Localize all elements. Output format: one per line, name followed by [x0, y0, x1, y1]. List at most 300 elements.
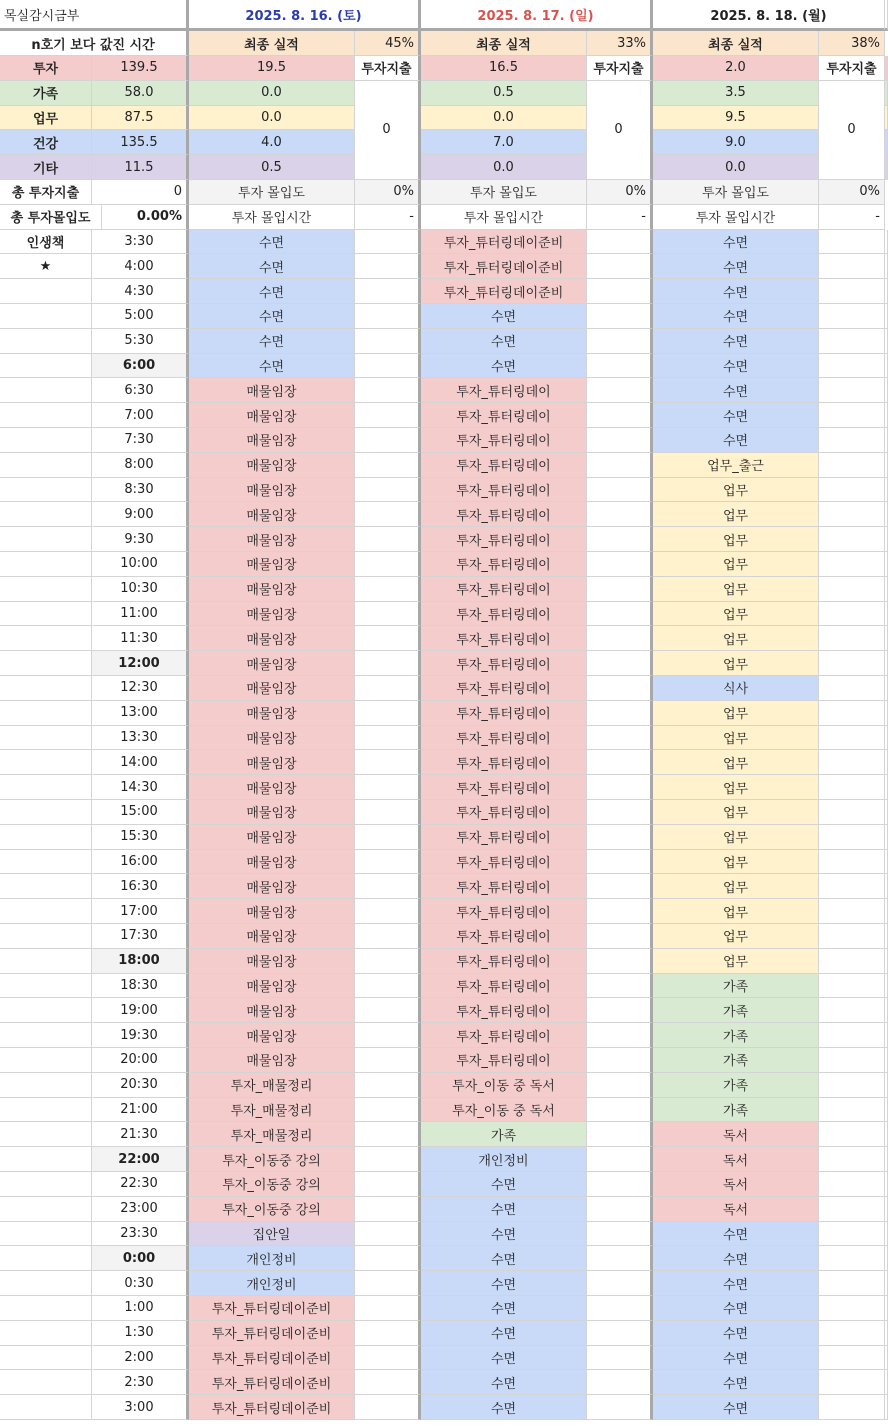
time-slot-activity[interactable]: 매물임장 — [189, 775, 355, 800]
time-slot-note[interactable] — [355, 974, 421, 999]
time-slot-activity[interactable]: 수면 — [653, 1222, 819, 1247]
category-day-value[interactable]: 3.5 — [653, 81, 819, 106]
time-slot-activity[interactable]: 투자_이동중 강의 — [189, 1172, 355, 1197]
time-slot-note[interactable] — [355, 403, 421, 428]
time-slot-activity[interactable]: 매물임장 — [189, 626, 355, 651]
time-label[interactable]: 16:30 — [92, 874, 189, 899]
row-label[interactable] — [0, 825, 92, 850]
time-slot-note[interactable] — [819, 502, 885, 527]
time-slot-activity[interactable]: 수면 — [421, 1395, 587, 1420]
time-slot-activity[interactable]: 업무 — [653, 726, 819, 751]
time-slot-activity[interactable]: 가족 — [653, 1048, 819, 1073]
time-slot-note[interactable] — [587, 1122, 653, 1147]
time-label[interactable]: 13:30 — [92, 726, 189, 751]
time-slot-note[interactable] — [355, 502, 421, 527]
row-label[interactable] — [0, 850, 92, 875]
row-label[interactable] — [0, 552, 92, 577]
time-slot-note[interactable] — [355, 1370, 421, 1395]
time-slot-activity[interactable]: 수면 — [421, 1271, 587, 1296]
time-slot-activity[interactable]: 매물임장 — [189, 998, 355, 1023]
time-slot-activity[interactable]: 투자_튜터링데이준비 — [189, 1346, 355, 1371]
result-label[interactable]: 최종 실적 — [421, 31, 587, 56]
focus-label[interactable]: 투자 몰입도 — [421, 180, 587, 205]
time-slot-activity[interactable]: 투자_튜터링데이 — [421, 874, 587, 899]
time-slot-note[interactable] — [587, 1321, 653, 1346]
focus-time-label[interactable]: 투자 몰입시간 — [189, 205, 355, 230]
time-slot-activity[interactable]: 수면 — [421, 354, 587, 379]
time-slot-note[interactable] — [819, 230, 885, 255]
row-label[interactable] — [0, 1147, 92, 1172]
time-slot-activity[interactable]: 수면 — [653, 1395, 819, 1420]
time-slot-note[interactable] — [587, 230, 653, 255]
time-slot-activity[interactable]: 투자_이동 중 독서 — [421, 1073, 587, 1098]
time-slot-activity[interactable]: 투자_튜터링데이 — [421, 850, 587, 875]
time-slot-note[interactable] — [587, 527, 653, 552]
time-slot-note[interactable] — [819, 651, 885, 676]
time-slot-activity[interactable]: 수면 — [421, 1296, 587, 1321]
row-label[interactable] — [0, 1073, 92, 1098]
time-label[interactable]: 3:00 — [92, 1395, 189, 1420]
time-slot-note[interactable] — [355, 552, 421, 577]
category-day-value[interactable]: 2.0 — [653, 56, 819, 81]
time-slot-note[interactable] — [819, 403, 885, 428]
row-label[interactable] — [0, 899, 92, 924]
time-slot-activity[interactable]: 매물임장 — [189, 502, 355, 527]
row-label[interactable] — [0, 602, 92, 627]
time-slot-activity[interactable]: 수면 — [653, 354, 819, 379]
row-label[interactable] — [0, 626, 92, 651]
time-slot-note[interactable] — [819, 974, 885, 999]
time-label[interactable]: 5:30 — [92, 329, 189, 354]
time-slot-note[interactable] — [355, 1023, 421, 1048]
time-slot-activity[interactable]: 매물임장 — [189, 701, 355, 726]
time-slot-note[interactable] — [587, 1296, 653, 1321]
row-label[interactable] — [0, 304, 92, 329]
time-slot-note[interactable] — [355, 478, 421, 503]
time-label[interactable]: 19:30 — [92, 1023, 189, 1048]
time-slot-activity[interactable]: 투자_튜터링데이 — [421, 676, 587, 701]
row-label[interactable] — [0, 1246, 92, 1271]
time-slot-note[interactable] — [819, 478, 885, 503]
time-slot-activity[interactable]: 매물임장 — [189, 924, 355, 949]
time-slot-note[interactable] — [355, 1346, 421, 1371]
time-slot-activity[interactable]: 투자_튜터링데이 — [421, 478, 587, 503]
row-label[interactable] — [0, 1271, 92, 1296]
time-slot-note[interactable] — [587, 899, 653, 924]
category-total[interactable]: 11.5 — [92, 155, 189, 180]
time-slot-note[interactable] — [355, 230, 421, 255]
time-slot-note[interactable] — [587, 304, 653, 329]
time-slot-activity[interactable]: 투자_튜터링데이 — [421, 1023, 587, 1048]
time-slot-note[interactable] — [355, 1296, 421, 1321]
time-slot-activity[interactable]: 매물임장 — [189, 527, 355, 552]
row-label[interactable] — [0, 775, 92, 800]
time-slot-note[interactable] — [355, 1246, 421, 1271]
category-total[interactable]: 87.5 — [92, 106, 189, 131]
time-slot-activity[interactable]: 투자_이동 중 독서 — [421, 1098, 587, 1123]
time-slot-note[interactable] — [587, 1370, 653, 1395]
time-slot-note[interactable] — [587, 626, 653, 651]
time-slot-activity[interactable]: 업무 — [653, 577, 819, 602]
time-slot-activity[interactable]: 수면 — [653, 378, 819, 403]
time-label[interactable]: 18:30 — [92, 974, 189, 999]
time-slot-activity[interactable]: 매물임장 — [189, 1048, 355, 1073]
day-date-header[interactable]: 2025. 8. 17. (일) — [421, 0, 653, 31]
time-slot-activity[interactable]: 투자_매물정리 — [189, 1098, 355, 1123]
row-label[interactable] — [0, 924, 92, 949]
time-slot-note[interactable] — [587, 701, 653, 726]
time-slot-note[interactable] — [819, 874, 885, 899]
time-slot-note[interactable] — [819, 924, 885, 949]
time-label[interactable]: 8:30 — [92, 478, 189, 503]
time-slot-activity[interactable]: 매물임장 — [189, 378, 355, 403]
time-slot-note[interactable] — [587, 874, 653, 899]
time-slot-activity[interactable]: 업무 — [653, 552, 819, 577]
category-day-value[interactable]: 0.0 — [421, 155, 587, 180]
category-label[interactable]: 건강 — [0, 130, 92, 155]
row-label[interactable] — [0, 354, 92, 379]
time-slot-note[interactable] — [355, 1172, 421, 1197]
time-label[interactable]: 15:30 — [92, 825, 189, 850]
row-label[interactable] — [0, 651, 92, 676]
time-slot-note[interactable] — [355, 527, 421, 552]
time-slot-note[interactable] — [355, 378, 421, 403]
time-label[interactable]: 19:00 — [92, 998, 189, 1023]
time-slot-note[interactable] — [819, 726, 885, 751]
time-label[interactable]: 9:30 — [92, 527, 189, 552]
result-percent[interactable]: 33% — [587, 31, 653, 56]
time-slot-note[interactable] — [355, 428, 421, 453]
time-slot-note[interactable] — [355, 1197, 421, 1222]
time-slot-note[interactable] — [819, 850, 885, 875]
time-slot-note[interactable] — [819, 626, 885, 651]
time-slot-activity[interactable]: 업무 — [653, 850, 819, 875]
time-slot-note[interactable] — [355, 874, 421, 899]
time-slot-note[interactable] — [819, 1370, 885, 1395]
time-label[interactable]: 10:00 — [92, 552, 189, 577]
time-slot-activity[interactable]: 투자_이동중 강의 — [189, 1147, 355, 1172]
time-slot-activity[interactable]: 수면 — [421, 1197, 587, 1222]
time-slot-note[interactable] — [587, 676, 653, 701]
day-date-header[interactable]: 2025. 8. 16. (토) — [189, 0, 421, 31]
row-label[interactable] — [0, 577, 92, 602]
category-total[interactable]: 135.5 — [92, 130, 189, 155]
time-slot-note[interactable] — [355, 825, 421, 850]
time-slot-activity[interactable]: 업무 — [653, 750, 819, 775]
row-label[interactable] — [0, 1098, 92, 1123]
time-slot-activity[interactable]: 투자_튜터링데이 — [421, 726, 587, 751]
focus-label[interactable]: 투자 몰입도 — [653, 180, 819, 205]
time-slot-activity[interactable]: 매물임장 — [189, 899, 355, 924]
time-slot-activity[interactable]: 업무 — [653, 949, 819, 974]
result-label[interactable]: 최종 실적 — [653, 31, 819, 56]
time-slot-note[interactable] — [819, 676, 885, 701]
side-header[interactable]: n호기 보다 값진 시간 — [0, 31, 189, 56]
time-slot-note[interactable] — [819, 354, 885, 379]
time-slot-activity[interactable]: 업무 — [653, 899, 819, 924]
time-slot-activity[interactable]: 투자_튜터링데이 — [421, 825, 587, 850]
time-slot-activity[interactable]: 개인정비 — [421, 1147, 587, 1172]
category-label[interactable]: 가족 — [0, 81, 92, 106]
time-slot-note[interactable] — [819, 1048, 885, 1073]
time-slot-activity[interactable]: 수면 — [421, 1346, 587, 1371]
time-label[interactable]: 16:00 — [92, 850, 189, 875]
time-slot-note[interactable] — [819, 453, 885, 478]
category-day-value[interactable]: 0.0 — [653, 155, 819, 180]
time-slot-note[interactable] — [819, 1122, 885, 1147]
time-slot-activity[interactable]: 매물임장 — [189, 403, 355, 428]
time-slot-note[interactable] — [587, 1346, 653, 1371]
time-slot-activity[interactable]: 투자_튜터링데이 — [421, 651, 587, 676]
time-slot-note[interactable] — [819, 998, 885, 1023]
row-label[interactable] — [0, 527, 92, 552]
time-slot-note[interactable] — [819, 304, 885, 329]
time-slot-activity[interactable]: 투자_튜터링데이 — [421, 502, 587, 527]
time-slot-note[interactable] — [587, 378, 653, 403]
row-label[interactable] — [0, 1122, 92, 1147]
time-slot-note[interactable] — [355, 1395, 421, 1420]
time-slot-activity[interactable]: 매물임장 — [189, 750, 355, 775]
time-slot-activity[interactable]: 업무 — [653, 924, 819, 949]
time-slot-note[interactable] — [355, 775, 421, 800]
time-slot-note[interactable] — [819, 378, 885, 403]
time-slot-note[interactable] — [355, 800, 421, 825]
time-slot-note[interactable] — [819, 1222, 885, 1247]
time-slot-note[interactable] — [355, 1321, 421, 1346]
time-slot-activity[interactable]: 투자_튜터링데이 — [421, 626, 587, 651]
time-slot-note[interactable] — [355, 750, 421, 775]
category-day-value[interactable]: 9.5 — [653, 106, 819, 131]
category-day-value[interactable]: 0.0 — [189, 81, 355, 106]
time-label[interactable]: 23:00 — [92, 1197, 189, 1222]
time-slot-activity[interactable]: 업무 — [653, 874, 819, 899]
time-slot-activity[interactable]: 가족 — [421, 1122, 587, 1147]
time-slot-activity[interactable]: 수면 — [653, 1246, 819, 1271]
time-slot-activity[interactable]: 투자_튜터링데이 — [421, 527, 587, 552]
time-slot-note[interactable] — [819, 1271, 885, 1296]
time-slot-note[interactable] — [819, 1197, 885, 1222]
time-slot-activity[interactable]: 수면 — [189, 304, 355, 329]
time-slot-activity[interactable]: 가족 — [653, 1023, 819, 1048]
focus-time-value[interactable]: - — [355, 205, 421, 230]
time-slot-note[interactable] — [819, 775, 885, 800]
time-slot-activity[interactable]: 업무 — [653, 800, 819, 825]
result-percent[interactable]: 45% — [355, 31, 421, 56]
time-label[interactable]: 2:30 — [92, 1370, 189, 1395]
time-slot-activity[interactable]: 매물임장 — [189, 651, 355, 676]
total-spend-label[interactable]: 총 투자지출 — [0, 180, 92, 205]
time-slot-note[interactable] — [819, 577, 885, 602]
time-slot-activity[interactable]: 투자_튜터링데이 — [421, 428, 587, 453]
time-label[interactable]: 0:30 — [92, 1271, 189, 1296]
row-label[interactable] — [0, 1172, 92, 1197]
time-slot-note[interactable] — [587, 726, 653, 751]
time-slot-note[interactable] — [587, 974, 653, 999]
time-label[interactable]: 15:00 — [92, 800, 189, 825]
time-slot-note[interactable] — [587, 254, 653, 279]
time-slot-activity[interactable]: 투자_매물정리 — [189, 1073, 355, 1098]
time-slot-note[interactable] — [819, 1296, 885, 1321]
time-slot-activity[interactable]: 매물임장 — [189, 453, 355, 478]
time-slot-activity[interactable]: 수면 — [653, 1346, 819, 1371]
time-label[interactable]: 13:00 — [92, 701, 189, 726]
time-slot-activity[interactable]: 투자_튜터링데이 — [421, 602, 587, 627]
time-label[interactable]: 21:30 — [92, 1122, 189, 1147]
time-slot-activity[interactable]: 가족 — [653, 1098, 819, 1123]
time-slot-activity[interactable]: 매물임장 — [189, 825, 355, 850]
focus-value[interactable]: 0% — [587, 180, 653, 205]
time-slot-note[interactable] — [355, 1073, 421, 1098]
category-day-value[interactable]: 19.5 — [189, 56, 355, 81]
time-slot-note[interactable] — [587, 775, 653, 800]
time-slot-activity[interactable]: 수면 — [189, 279, 355, 304]
time-slot-activity[interactable]: 투자_튜터링데이 — [421, 403, 587, 428]
time-slot-activity[interactable]: 투자_튜터링데이 — [421, 552, 587, 577]
time-slot-activity[interactable]: 수면 — [421, 1222, 587, 1247]
time-label[interactable]: 3:30 — [92, 230, 189, 255]
time-slot-note[interactable] — [819, 825, 885, 850]
time-slot-activity[interactable]: 수면 — [653, 230, 819, 255]
time-slot-activity[interactable]: 독서 — [653, 1147, 819, 1172]
row-label[interactable] — [0, 1321, 92, 1346]
time-slot-note[interactable] — [819, 329, 885, 354]
time-slot-activity[interactable]: 투자_이동중 강의 — [189, 1197, 355, 1222]
time-slot-activity[interactable]: 투자_튜터링데이준비 — [421, 254, 587, 279]
category-day-value[interactable]: 0.0 — [421, 106, 587, 131]
time-label[interactable]: 20:00 — [92, 1048, 189, 1073]
time-slot-note[interactable] — [587, 1271, 653, 1296]
time-slot-activity[interactable]: 업무 — [653, 602, 819, 627]
time-slot-note[interactable] — [819, 949, 885, 974]
time-label[interactable]: 7:30 — [92, 428, 189, 453]
time-label[interactable]: 9:00 — [92, 502, 189, 527]
row-label[interactable] — [0, 874, 92, 899]
time-slot-activity[interactable]: 투자_튜터링데이 — [421, 775, 587, 800]
time-slot-note[interactable] — [587, 1172, 653, 1197]
time-slot-activity[interactable]: 수면 — [653, 279, 819, 304]
time-label[interactable]: 12:00 — [92, 651, 189, 676]
time-slot-activity[interactable]: 투자_튜터링데이 — [421, 378, 587, 403]
time-slot-activity[interactable]: 업무 — [653, 527, 819, 552]
time-slot-note[interactable] — [355, 626, 421, 651]
time-slot-activity[interactable]: 투자_튜터링데이 — [421, 577, 587, 602]
time-slot-activity[interactable]: 투자_튜터링데이준비 — [189, 1321, 355, 1346]
time-slot-note[interactable] — [587, 1147, 653, 1172]
life-walk-label[interactable]: 인생책 — [0, 230, 92, 255]
time-slot-activity[interactable]: 매물임장 — [189, 726, 355, 751]
time-slot-note[interactable] — [819, 1395, 885, 1420]
time-slot-note[interactable] — [587, 850, 653, 875]
time-slot-activity[interactable]: 식사 — [653, 676, 819, 701]
row-label[interactable] — [0, 1048, 92, 1073]
time-slot-note[interactable] — [355, 1222, 421, 1247]
time-label[interactable]: 17:00 — [92, 899, 189, 924]
time-slot-activity[interactable]: 업무 — [653, 775, 819, 800]
category-day-value[interactable]: 0.5 — [189, 155, 355, 180]
time-slot-activity[interactable]: 매물임장 — [189, 602, 355, 627]
time-slot-note[interactable] — [587, 354, 653, 379]
time-slot-note[interactable] — [587, 453, 653, 478]
row-label[interactable] — [0, 1346, 92, 1371]
day-date-header[interactable]: 2025. 8. 18. (월) — [653, 0, 885, 31]
time-slot-activity[interactable]: 수면 — [653, 1296, 819, 1321]
time-slot-note[interactable] — [355, 651, 421, 676]
time-slot-activity[interactable]: 투자_튜터링데이 — [421, 974, 587, 999]
row-label[interactable] — [0, 1296, 92, 1321]
row-label[interactable] — [0, 1023, 92, 1048]
time-slot-note[interactable] — [819, 750, 885, 775]
row-label[interactable] — [0, 428, 92, 453]
row-label[interactable] — [0, 701, 92, 726]
time-slot-activity[interactable]: 수면 — [653, 1321, 819, 1346]
time-slot-note[interactable] — [355, 701, 421, 726]
row-label[interactable] — [0, 478, 92, 503]
time-label[interactable]: 4:00 — [92, 254, 189, 279]
time-slot-note[interactable] — [355, 949, 421, 974]
category-day-value[interactable]: 4.0 — [189, 130, 355, 155]
row-label[interactable] — [0, 998, 92, 1023]
time-slot-activity[interactable]: 매물임장 — [189, 478, 355, 503]
time-label[interactable]: 1:30 — [92, 1321, 189, 1346]
category-label[interactable]: 업무 — [0, 106, 92, 131]
time-slot-note[interactable] — [355, 304, 421, 329]
row-label[interactable] — [0, 378, 92, 403]
time-slot-activity[interactable]: 업무 — [653, 502, 819, 527]
time-slot-note[interactable] — [587, 428, 653, 453]
focus-time-value[interactable]: - — [587, 205, 653, 230]
focus-value[interactable]: 0% — [355, 180, 421, 205]
time-slot-note[interactable] — [355, 850, 421, 875]
time-slot-note[interactable] — [587, 949, 653, 974]
time-slot-activity[interactable]: 투자_튜터링데이준비 — [189, 1296, 355, 1321]
time-slot-activity[interactable]: 매물임장 — [189, 974, 355, 999]
focus-time-label[interactable]: 투자 몰입시간 — [421, 205, 587, 230]
time-slot-note[interactable] — [819, 1073, 885, 1098]
time-slot-note[interactable] — [355, 1271, 421, 1296]
time-slot-note[interactable] — [819, 1321, 885, 1346]
time-label[interactable]: 6:00 — [92, 354, 189, 379]
time-slot-activity[interactable]: 독서 — [653, 1197, 819, 1222]
time-slot-activity[interactable]: 매물임장 — [189, 949, 355, 974]
time-slot-activity[interactable]: 수면 — [653, 1370, 819, 1395]
time-slot-activity[interactable]: 투자_튜터링데이준비 — [421, 230, 587, 255]
time-label[interactable]: 6:30 — [92, 378, 189, 403]
row-label[interactable] — [0, 949, 92, 974]
result-percent[interactable]: 38% — [819, 31, 885, 56]
time-slot-activity[interactable]: 투자_튜터링데이 — [421, 453, 587, 478]
time-slot-activity[interactable]: 업무_출근 — [653, 453, 819, 478]
time-slot-note[interactable] — [819, 1098, 885, 1123]
time-slot-activity[interactable]: 가족 — [653, 974, 819, 999]
focus-label[interactable]: 투자 몰입도 — [189, 180, 355, 205]
time-label[interactable]: 17:30 — [92, 924, 189, 949]
time-slot-activity[interactable]: 매물임장 — [189, 850, 355, 875]
time-slot-activity[interactable]: 투자_매물정리 — [189, 1122, 355, 1147]
time-label[interactable]: 22:00 — [92, 1147, 189, 1172]
row-label[interactable] — [0, 1197, 92, 1222]
time-slot-note[interactable] — [587, 279, 653, 304]
time-label[interactable]: 11:00 — [92, 602, 189, 627]
spend-label[interactable]: 투자지출 — [355, 56, 421, 81]
time-slot-activity[interactable]: 투자_튜터링데이 — [421, 701, 587, 726]
time-slot-activity[interactable]: 업무 — [653, 478, 819, 503]
time-slot-note[interactable] — [587, 602, 653, 627]
time-slot-activity[interactable]: 수면 — [653, 254, 819, 279]
time-slot-activity[interactable]: 투자_튜터링데이 — [421, 1048, 587, 1073]
time-slot-activity[interactable]: 매물임장 — [189, 800, 355, 825]
time-slot-activity[interactable]: 수면 — [421, 1321, 587, 1346]
time-slot-activity[interactable]: 투자_튜터링데이 — [421, 998, 587, 1023]
